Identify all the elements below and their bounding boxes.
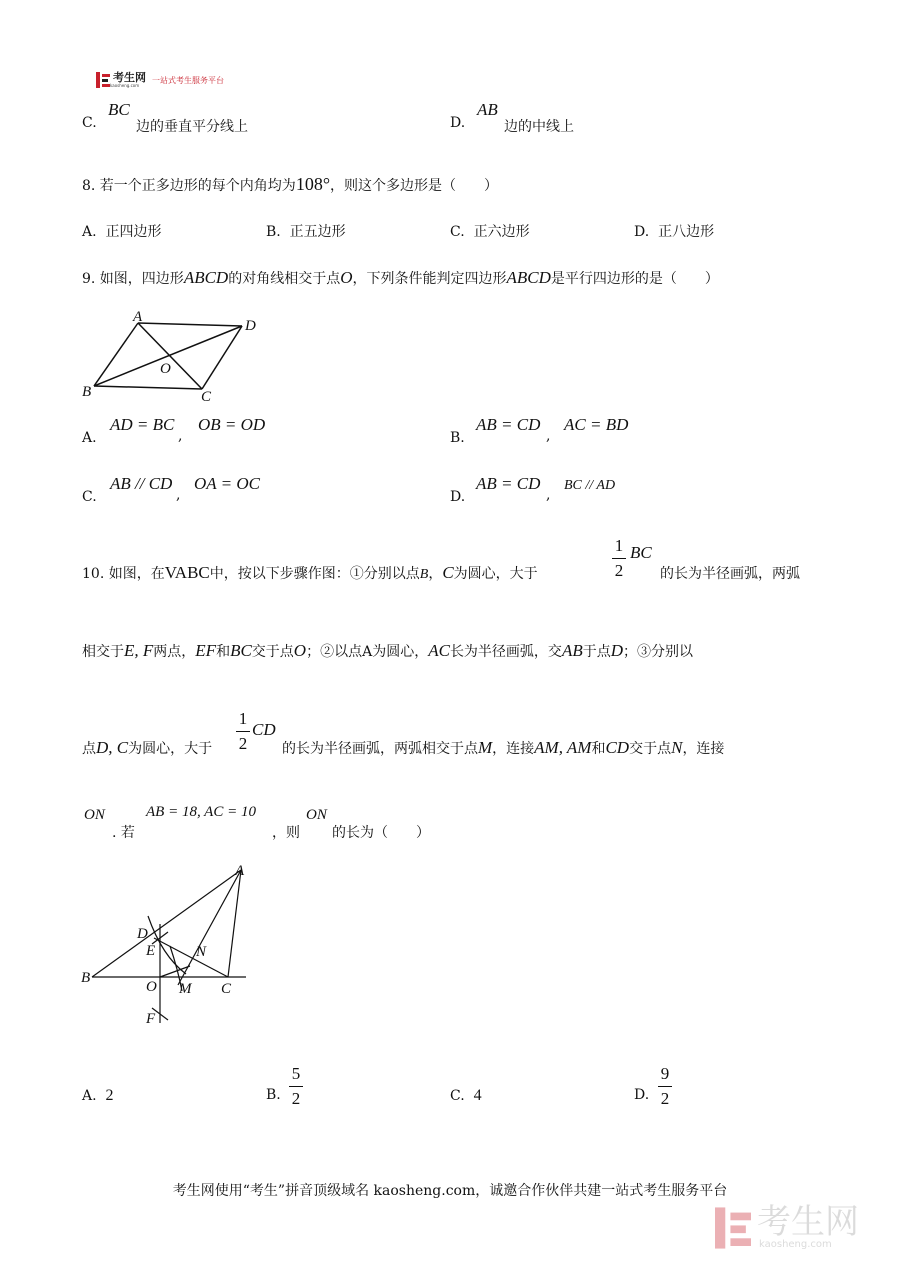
q9-diagonal-ac	[138, 323, 202, 389]
q9-option-b-label: B.	[450, 430, 465, 446]
logo-text	[110, 70, 146, 88]
q10-label-c: C	[221, 981, 232, 997]
q10-label-e: E	[146, 943, 156, 959]
q9-label-b: B	[82, 384, 92, 400]
q9-label-o: O	[160, 361, 171, 377]
q10-fraction-2-math: CD	[252, 720, 276, 739]
q10-option-a: A. 2	[82, 1087, 114, 1104]
q9-option-d-c2: BC // AD	[564, 478, 616, 493]
q10-option-d-fraction: 9 2	[658, 1064, 672, 1109]
q9-side-ad	[138, 323, 242, 326]
q10-option-b-fraction: 5 2	[289, 1064, 303, 1109]
q10-label-d: D	[137, 926, 148, 942]
q10-label-n: N	[196, 944, 207, 960]
q10-line-4-a: . 若	[112, 825, 135, 841]
q10-line-3-right: 的长为半径画弧，两弧相交于点M，连接AM, AM和CD交于点N，连接	[282, 738, 725, 757]
q10-construction-figure	[78, 858, 258, 1030]
q8-stem-pre: 8. 若一个正多边形的每个内角均为	[82, 178, 296, 194]
q10-label-b: B	[81, 970, 91, 986]
q7-option-c-math: BC	[108, 100, 130, 119]
q8-option-c: C. 正六边形	[450, 224, 530, 240]
q7-option-c-text: 边的垂直平分线上	[136, 119, 248, 135]
q9-option-b-c1: AB = CD	[476, 415, 541, 434]
q10-triangle-abc: VABC	[164, 563, 210, 582]
q9-option-b-c2: AC = BD	[564, 415, 629, 434]
q10-math-on-2: ON	[306, 807, 327, 823]
q8-angle: 108°	[295, 174, 331, 194]
page-footer: 考生网使用“考生”拼音顶级域名 kaosheng.com，诚邀合作伙伴共建一站式考生服务平台	[172, 1183, 728, 1199]
q9-stem: 9. 如图，四边形ABCD的对角线相交于点O，下列条件能判定四边形ABCD是平行四边形的是（ ）	[82, 268, 719, 287]
watermark-name: 考生网	[757, 1202, 859, 1242]
q10-label-a: A	[235, 863, 245, 879]
q10-fraction-1: 1 2	[612, 536, 626, 581]
q10-math-on-1: ON	[84, 807, 105, 823]
q9-side-cb	[94, 386, 202, 389]
q9-label-a: A	[133, 309, 143, 325]
q9-option-a-c1: AD = BC	[110, 415, 175, 434]
q10-line-4-b: ，则	[272, 825, 300, 841]
q10-fraction-1-math: BC	[630, 543, 652, 562]
q9-math-abcd-2: ABCD	[506, 268, 551, 287]
q8-stem	[82, 174, 498, 195]
q9-option-a-c2: OB = OD	[198, 415, 266, 434]
logo-domain: kaosheng.com	[110, 82, 140, 88]
q9-option-c-label: C.	[82, 489, 97, 505]
q10-line-1-right: 的长为半径画弧，两弧	[660, 566, 800, 582]
q7-option-c-label: C.	[82, 115, 97, 131]
q9-option-a-label: A.	[82, 430, 97, 446]
q7-option-d-text: 边的中线上	[504, 119, 574, 135]
q10-math-given: AB = 18, AC = 10	[146, 804, 256, 820]
q9-option-c-comma: ,	[176, 487, 181, 503]
q9-parallelogram-figure	[78, 306, 278, 406]
q8-option-b: B. 正五边形	[266, 224, 346, 240]
q10-line-2: 相交于E, F两点，EF和BC交于点O；②以点A为圆心，AC长为半径画弧，交AB于点D；③分别以	[82, 641, 693, 660]
q10-line-cd	[154, 938, 228, 977]
q10-label-f: F	[146, 1011, 156, 1027]
q10-line-4-c: 的长为（ ）	[332, 825, 430, 841]
q9-math-o: O	[340, 268, 353, 287]
q10-side-ab	[92, 870, 241, 977]
q8-stem-post: ，则这个多边形是（ ）	[330, 178, 499, 194]
watermark-logo-icon	[715, 1207, 751, 1249]
watermark	[715, 1202, 859, 1250]
q10-option-c: C. 4	[450, 1087, 482, 1104]
q10-label-o: O	[146, 979, 157, 995]
q9-math-abcd-1: ABCD	[183, 268, 229, 287]
watermark-domain: kaosheng.com	[759, 1239, 832, 1250]
q9-side-dc	[202, 326, 242, 389]
kaosheng-logo-icon	[96, 72, 110, 88]
q9-option-a-comma: ,	[178, 428, 183, 444]
q10-label-m: M	[179, 981, 192, 997]
q10-option-d-label: D.	[634, 1087, 650, 1103]
q9-option-d-label: D.	[450, 489, 466, 505]
q8-option-d: D. 正八边形	[634, 224, 715, 240]
q9-diagonal-bd	[94, 326, 242, 386]
header-logo	[96, 72, 224, 88]
q10-option-b-label: B.	[266, 1087, 281, 1103]
header-slogan: 一站式考生服务平台	[152, 75, 224, 85]
q10-line-1-left: 10. 如图，在VABC中，按以下步骤作图：①分别以点B，C为圆心，大于	[82, 563, 538, 582]
q10-side-ac	[228, 870, 241, 977]
q8-option-a: A. 正四边形	[82, 224, 162, 240]
watermark-text	[751, 1202, 859, 1250]
q10-fraction-2: 1 2	[236, 709, 250, 754]
q9-label-d: D	[245, 318, 256, 334]
q9-label-c: C	[201, 389, 212, 405]
q9-option-d-c1: AB = CD	[476, 474, 541, 493]
q7-option-d-math: AB	[477, 100, 498, 119]
q10-line-3-left: 点D, C为圆心，大于	[82, 738, 213, 757]
logo-name: 考生网	[113, 70, 146, 84]
q9-option-b-comma: ,	[546, 428, 551, 444]
q9-option-c-c2: OA = OC	[194, 474, 260, 493]
q9-option-d-comma: ,	[546, 487, 551, 503]
q7-option-d-label: D.	[450, 115, 466, 131]
q9-option-c-c1: AB // CD	[110, 474, 173, 493]
